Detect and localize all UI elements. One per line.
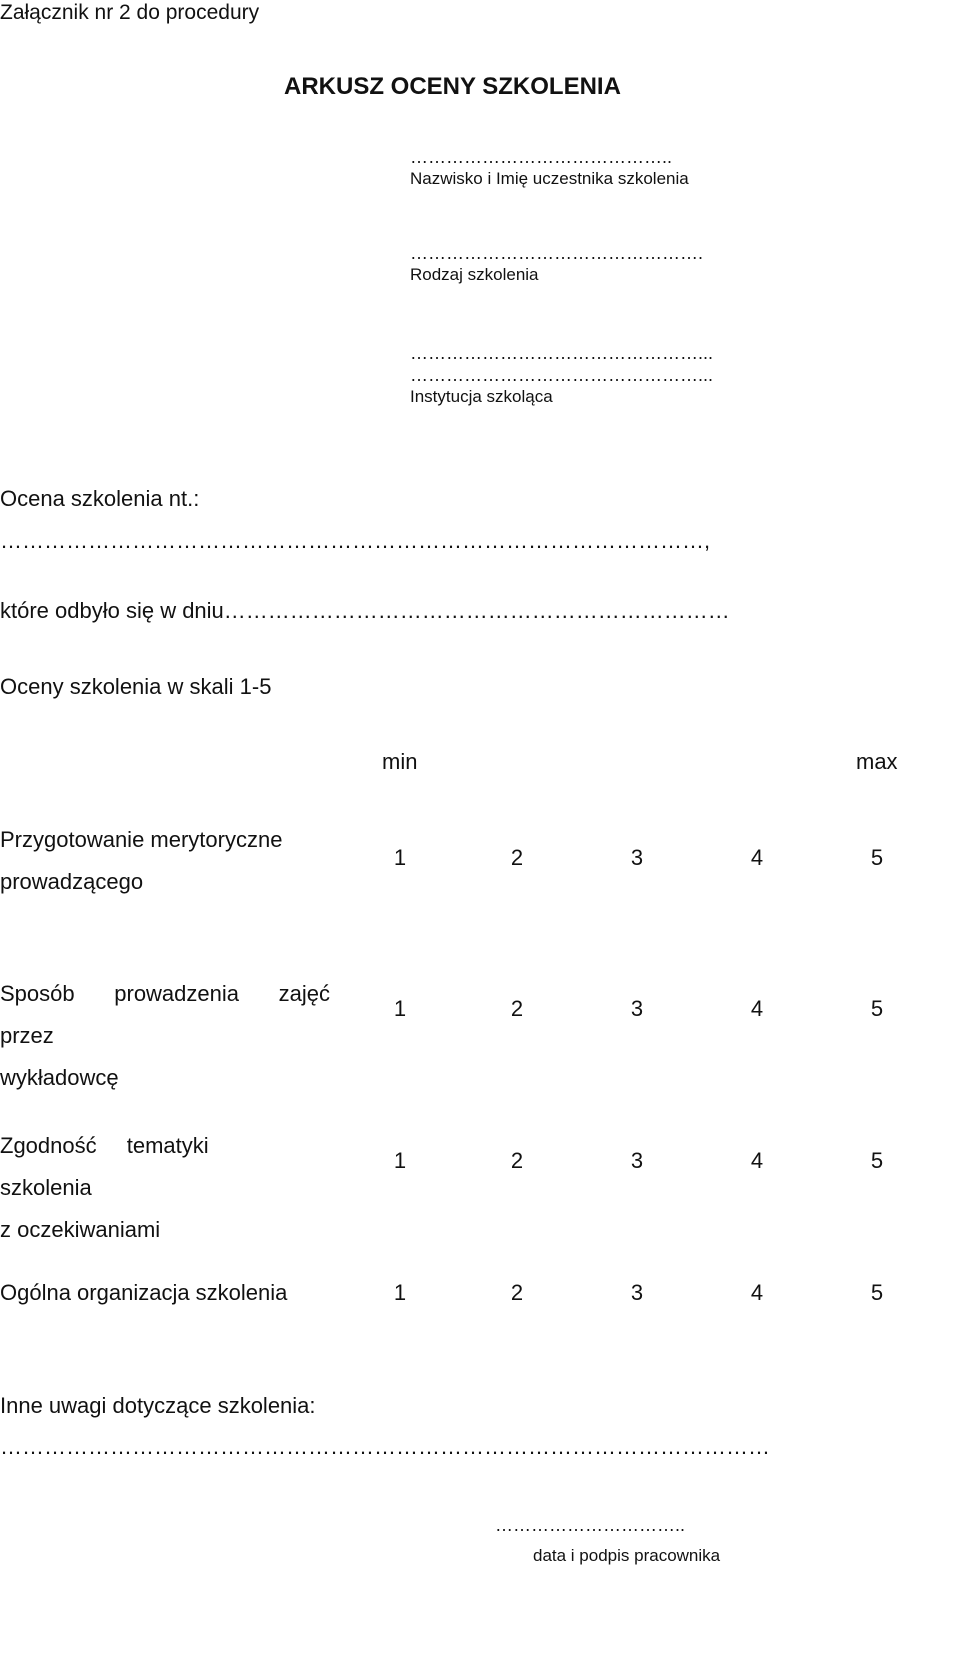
criterion-4-label: Ogólna organizacja szkolenia xyxy=(0,1280,288,1305)
criterion-1-score-1[interactable]: 1 xyxy=(393,845,407,870)
institution-field-line2[interactable]: …………………………………………... xyxy=(410,365,714,385)
criterion-4-score-4[interactable]: 4 xyxy=(750,1280,764,1305)
criterion-1-score-5[interactable]: 5 xyxy=(870,845,884,870)
criterion-4-score-5[interactable]: 5 xyxy=(870,1280,884,1305)
training-type-label: Rodzaj szkolenia xyxy=(410,265,539,284)
criterion-2-score-2[interactable]: 2 xyxy=(510,996,524,1021)
criterion-3-score-4[interactable]: 4 xyxy=(750,1148,764,1173)
scale-max-label: max xyxy=(856,749,898,774)
criterion-2-score-4[interactable]: 4 xyxy=(750,996,764,1021)
institution-label: Instytucja szkoląca xyxy=(410,387,553,406)
page-title: ARKUSZ OCENY SZKOLENIA xyxy=(284,73,621,100)
criterion-3-score-5[interactable]: 5 xyxy=(870,1148,884,1173)
date-field[interactable]: …………………………………………………………… xyxy=(223,598,730,623)
criterion-3-label-line1: Zgodność tematyki szkolenia xyxy=(0,1133,209,1200)
remarks-field[interactable]: …………………………………………………………………………………………… xyxy=(0,1434,770,1459)
criterion-4-score-3[interactable]: 3 xyxy=(630,1280,644,1305)
criterion-1-label-line2: prowadzącego xyxy=(0,869,144,894)
topic-field[interactable]: ……………………………………………………………………………………, xyxy=(0,528,711,553)
date-label: które odbyło się w dniu xyxy=(0,598,224,623)
signature-label: data i podpis pracownika xyxy=(533,1546,721,1565)
remarks-label: Inne uwagi dotyczące szkolenia: xyxy=(0,1393,316,1418)
scale-label: Oceny szkolenia w skali 1-5 xyxy=(0,674,272,699)
institution-field-line1[interactable]: …………………………………………... xyxy=(410,343,714,363)
criterion-2-label-line2: wykładowcę xyxy=(0,1065,119,1090)
criterion-1-score-2[interactable]: 2 xyxy=(510,845,524,870)
participant-name-label: Nazwisko i Imię uczestnika szkolenia xyxy=(410,169,689,188)
participant-name-field[interactable]: …………………………………….. xyxy=(410,147,673,167)
topic-label: Ocena szkolenia nt.: xyxy=(0,486,200,511)
date-line xyxy=(0,598,730,624)
criterion-4-score-2[interactable]: 2 xyxy=(510,1280,524,1305)
signature-field[interactable]: ………………………….. xyxy=(495,1515,686,1535)
criterion-3-score-3[interactable]: 3 xyxy=(630,1148,644,1173)
training-type-field[interactable]: …………………………………………. xyxy=(410,243,704,263)
criterion-2-label-line1-text: Sposób prowadzenia zajęć przez xyxy=(0,981,330,1048)
criterion-4-score-1[interactable]: 1 xyxy=(393,1280,407,1305)
criterion-1-score-4[interactable]: 4 xyxy=(750,845,764,870)
criterion-2-score-5[interactable]: 5 xyxy=(870,996,884,1021)
criterion-2-label-line1 xyxy=(0,973,330,1057)
criterion-2-label xyxy=(0,973,330,1099)
criterion-1-score-3[interactable]: 3 xyxy=(630,845,644,870)
criterion-3-score-1[interactable]: 1 xyxy=(393,1148,407,1173)
criterion-2-score-3[interactable]: 3 xyxy=(630,996,644,1021)
criterion-1-label xyxy=(0,819,350,903)
criterion-3-label xyxy=(0,1125,330,1251)
criterion-3-label-line2: z oczekiwaniami xyxy=(0,1217,161,1242)
attachment-note: Załącznik nr 2 do procedury xyxy=(0,1,260,24)
criterion-1-label-line1: Przygotowanie merytoryczne xyxy=(0,827,283,852)
criterion-2-score-1[interactable]: 1 xyxy=(393,996,407,1021)
scale-min-label: min xyxy=(382,749,418,774)
criterion-3-score-2[interactable]: 2 xyxy=(510,1148,524,1173)
